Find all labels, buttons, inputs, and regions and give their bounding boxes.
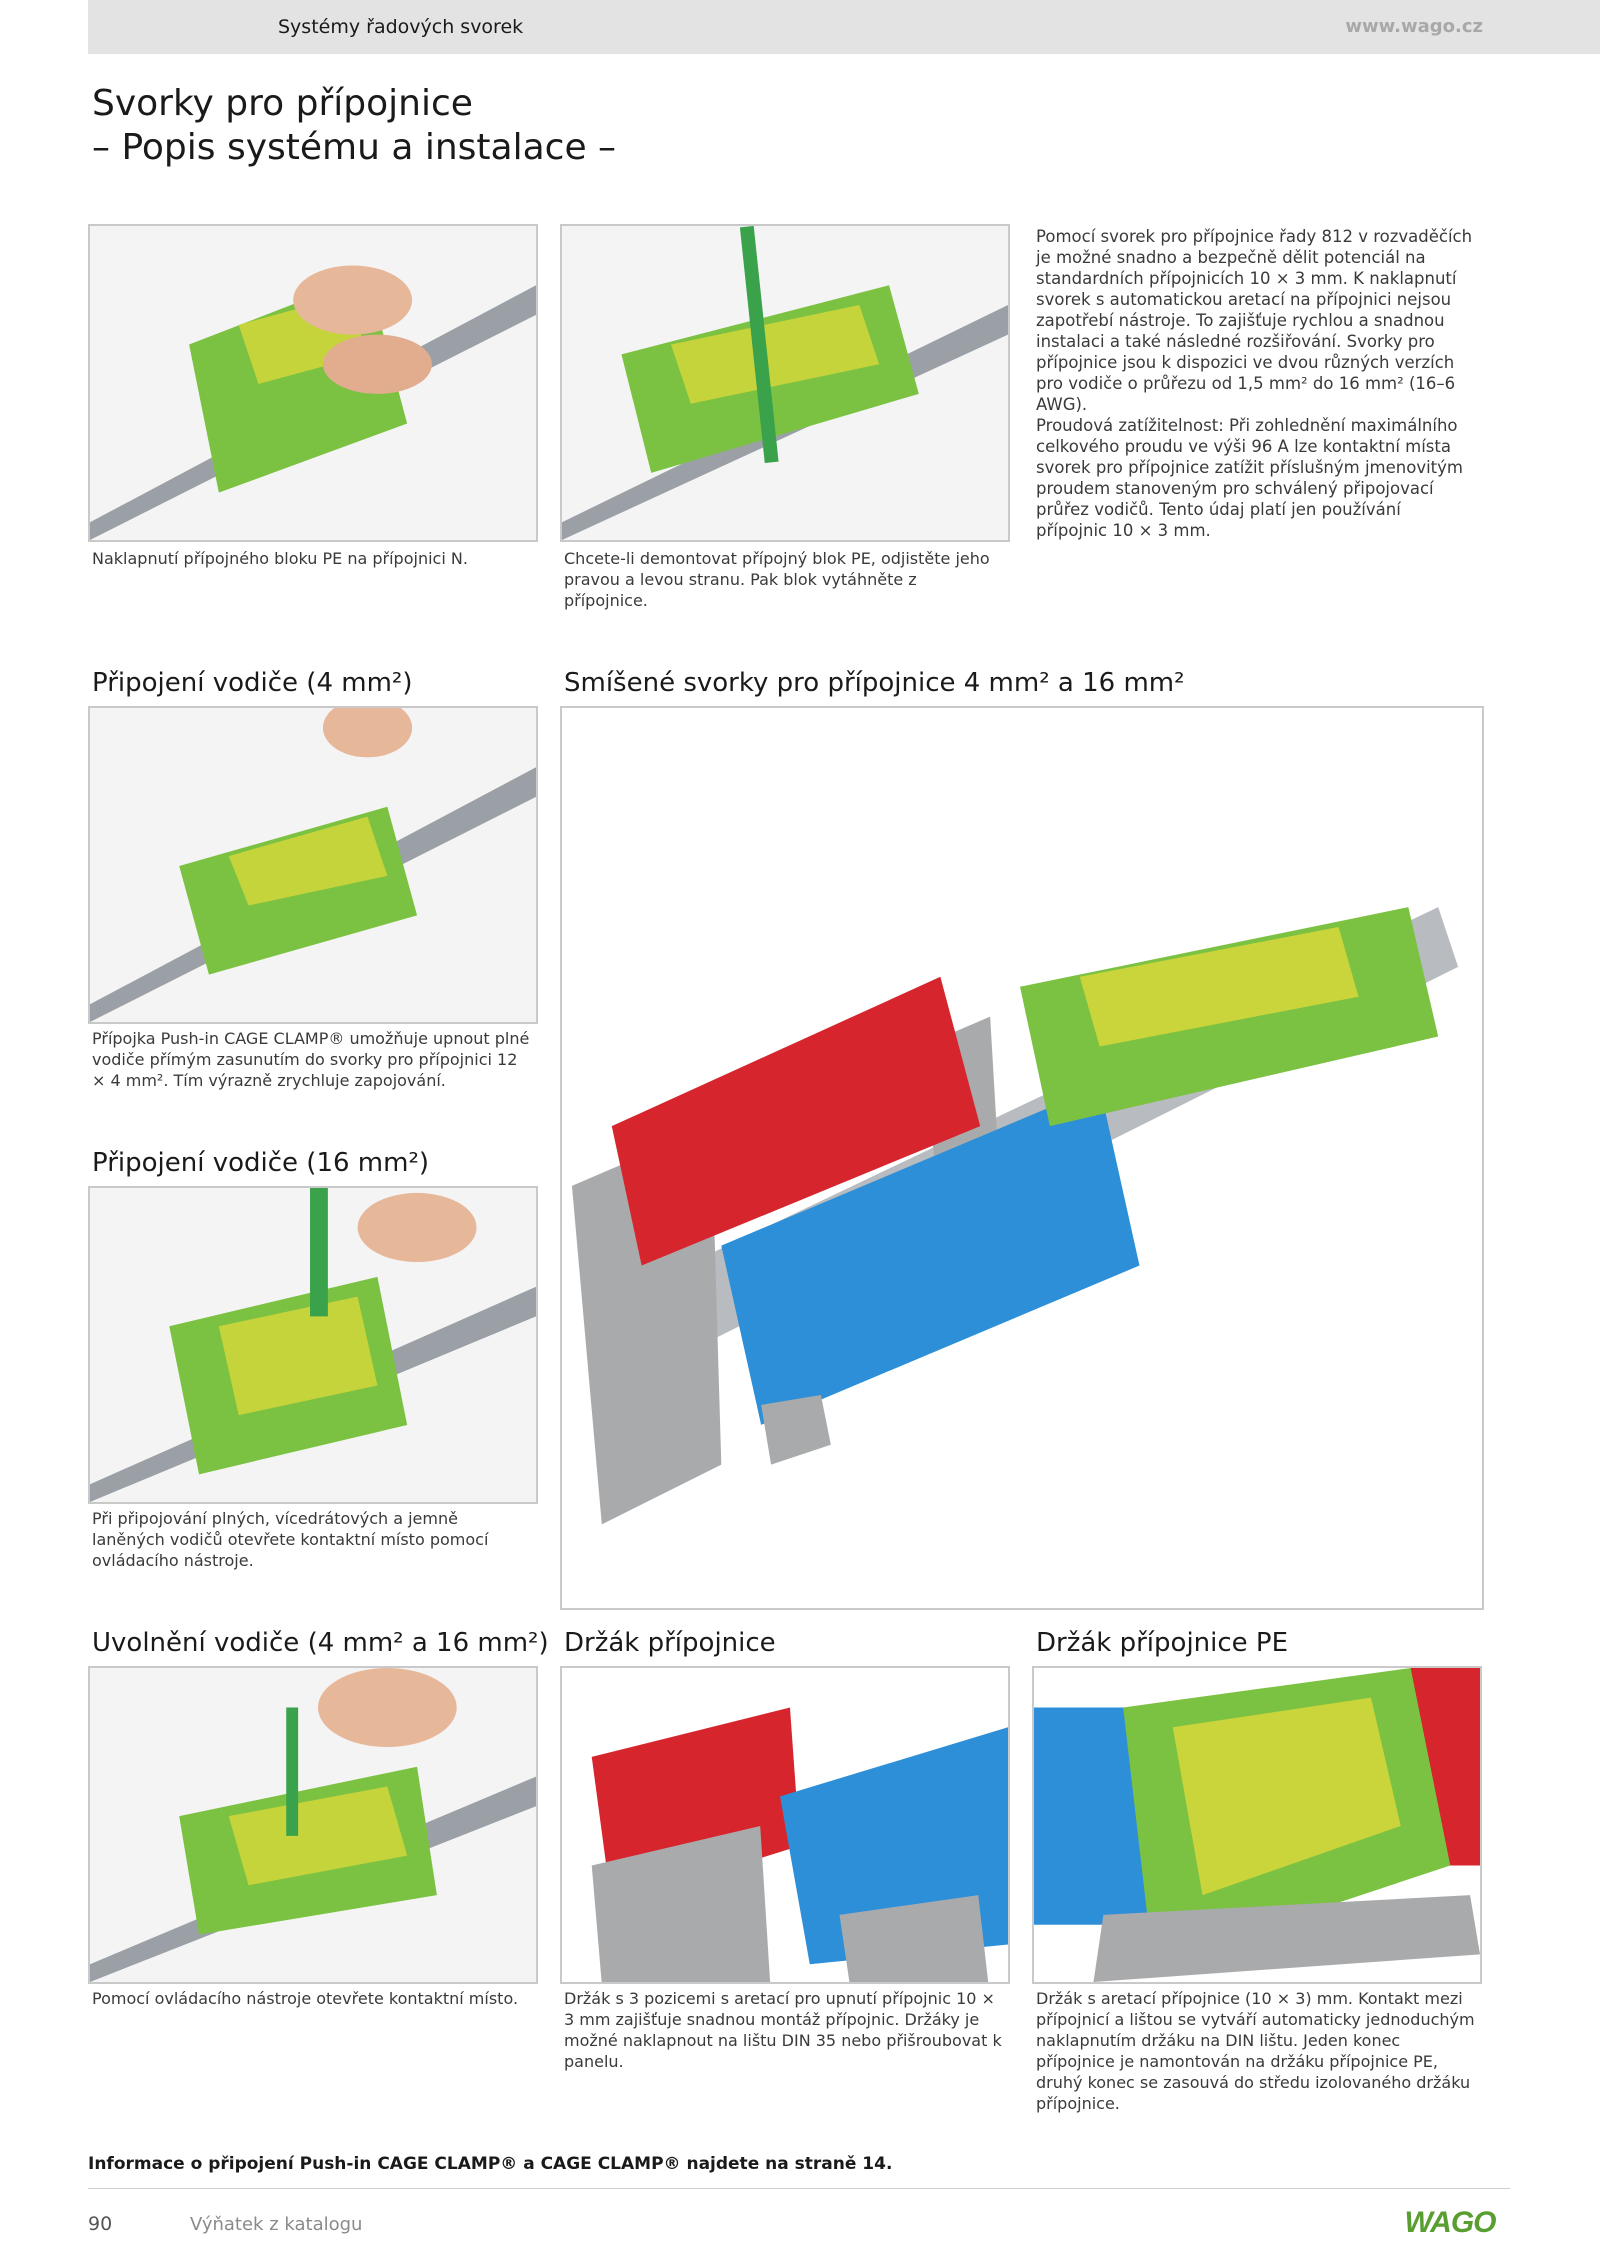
footer-divider xyxy=(88,2188,1510,2189)
svg-text:WAGO: WAGO xyxy=(1404,2206,1496,2238)
header-bar xyxy=(88,0,1600,54)
page-title xyxy=(92,82,616,170)
intro-text xyxy=(1036,226,1476,541)
photo-holder xyxy=(560,1666,1010,1984)
page-number: 90 xyxy=(88,2213,113,2235)
caption-conn-4mm: Přípojka Push-in CAGE CLAMP® umožňuje upnout plné vodiče přímým zasunutím do svorky pro přípojnici 12 × 4 mm². Tím výrazně zrychluje zapojování. xyxy=(92,1029,530,1090)
heading-conn-4mm: Připojení vodiče (4 mm²) xyxy=(92,668,413,698)
photo-conn-4mm xyxy=(88,706,538,1024)
footer-note: Informace o připojení Push-in CAGE CLAMP® a CAGE CLAMP® najdete na straně 14. xyxy=(88,2154,893,2174)
intro-paragraph: Proudová zatížitelnost: Při zohlednění maximálního celkového proudu ve výši 96 A lze kontaktní místa svorek pro přípojnice zatížit příslušným jmenovitým proudem stanoveným pro schválený připojovací průřez vodičů. Tento údaj platí jen používání přípojnic 10 × 3 mm. xyxy=(1036,416,1463,540)
page-title-line1: Svorky pro přípojnice xyxy=(92,83,473,124)
photo-removal xyxy=(560,224,1010,542)
caption-conn-16mm: Při připojování plných, vícedrátových a jemně laněných vodičů otevřete kontaktní místo pomocí ovládacího nástroje. xyxy=(92,1509,489,1570)
caption-snap-on: Naklapnutí přípojného bloku PE na přípojnici N. xyxy=(92,549,468,568)
heading-release: Uvolnění vodiče (4 mm² a 16 mm²) xyxy=(92,1628,549,1658)
heading-holder-pe: Držák přípojnice PE xyxy=(1036,1628,1289,1658)
intro-paragraph: Pomocí svorek pro přípojnice řady 812 v rozvaděčích je možné snadno a bezpečně dělit potenciál na standardních přípojnicích 10 × 3 mm. K naklapnutí svorek s automatickou aretací na přípojnici nejsou zapotřebí nástroje. To zajišťuje rychlou a snadnou instalaci a také následné rozšiřování. Svorky pro přípojnice jsou k dispozici ve dvou různých verzích pro vodiče o průřezu od 1,5 mm² do 16 mm² (16–6 AWG). xyxy=(1036,227,1473,414)
heading-conn-16mm: Připojení vodiče (16 mm²) xyxy=(92,1148,430,1178)
caption-holder-pe: Držák s aretací přípojnice (10 × 3) mm. Kontakt mezi přípojnicí a lištou se vytváří automaticky jednoduchým naklapnutím držáku na DIN lištu. Jeden konec přípojnice je namontován na držáku přípojnice PE, druhý konec se zasouvá do středu izolovaného držáku přípojnice. xyxy=(1036,1989,1475,2113)
header-url[interactable]: www.wago.cz xyxy=(1345,16,1483,37)
heading-mixed: Smíšené svorky pro přípojnice 4 mm² a 16 mm² xyxy=(564,668,1185,698)
page-title-line2: – Popis systému a instalace – xyxy=(92,127,617,168)
photo-snap-on xyxy=(88,224,538,542)
caption-holder: Držák s 3 pozicemi s aretací pro upnutí přípojnic 10 × 3 mm zajišťuje snadnou montáž přípojnic. Držáky je možné naklapnout na lištu DIN 35 nebo přišroubovat k panelu. xyxy=(564,1989,1002,2071)
caption-removal: Chcete-li demontovat přípojný blok PE, odjistěte jeho pravou a levou stranu. Pak blok vytáhněte z přípojnice. xyxy=(564,549,990,610)
caption-release: Pomocí ovládacího nástroje otevřete kontaktní místo. xyxy=(92,1989,519,2008)
photo-mixed-terminals xyxy=(560,706,1484,1610)
footer-catalog-text: Výňatek z katalogu xyxy=(190,2214,363,2235)
photo-release xyxy=(88,1666,538,1984)
wago-logo xyxy=(1396,2204,1504,2238)
heading-holder: Držák přípojnice xyxy=(564,1628,776,1658)
photo-holder-pe xyxy=(1032,1666,1482,1984)
photo-conn-16mm xyxy=(88,1186,538,1504)
header-section-title: Systémy řadových svorek xyxy=(278,16,524,38)
